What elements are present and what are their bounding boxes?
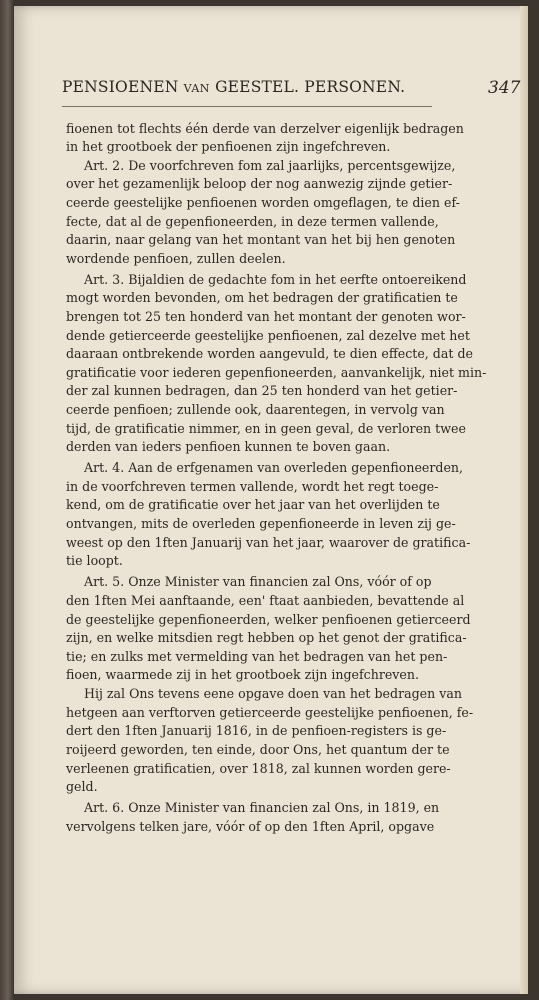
text-line: kend, om de gratificatie over het jaar van het overlijden te	[66, 497, 440, 512]
text-line: derden van ieders penfioen kunnen te boven gaan.	[66, 439, 391, 454]
text-line: den 1ften Mei aanftaande, een' ftaat aanbieden, bevattende al	[66, 593, 465, 608]
text-line: ceerde geestelijke penfioenen worden omgeflagen, te dien ef-	[66, 195, 460, 210]
text-line: vervolgens telken jare, vóór of op den 1ften April, opgave	[66, 819, 435, 834]
text-line: Art. 4. Aan de erfgenamen van overleden gepenfioneerden,	[84, 460, 464, 475]
text-line: over het gezamenlijk beloop der nog aanwezig zijnde getier-	[66, 176, 453, 191]
header-title-part1: PENSIOENEN	[62, 78, 179, 96]
running-header	[62, 78, 432, 104]
text-line: ceerde penfioen; zullende ook, daarentegen, in vervolg van	[66, 402, 445, 417]
text-line: fioen, waarmede zij in het grootboek zijn ingefchreven.	[66, 667, 419, 682]
text-line: in de voorfchreven termen vallende, wordt het regt toege-	[66, 479, 439, 494]
text-line: tie; en zulks met vermelding van het bedragen van het pen-	[66, 649, 448, 664]
header-title-part2: GEESTEL. PERSONEN.	[215, 78, 406, 96]
header-title-small: VAN	[183, 82, 210, 95]
text-line: zijn, en welke mitsdien regt hebben op het genot der gratifica-	[66, 630, 467, 645]
text-line: daaraan ontbrekende worden aangevuld, te dien effecte, dat de	[66, 346, 473, 361]
text-line: weest op den 1ften Januarij van het jaar, waarover de gratifica-	[66, 535, 471, 550]
text-line: Art. 2. De voorfchreven fom zal jaarlijks, percentsgewijze,	[84, 158, 456, 173]
text-line: ontvangen, mits de overleden gepenfioneerde in leven zij ge-	[66, 516, 456, 531]
text-line: Art. 3. Bijaldien de gedachte fom in het eerfte ontoereikend	[84, 272, 467, 287]
text-line: dende getierceerde geestelijke penfioenen, zal dezelve met het	[66, 328, 470, 343]
text-line: verleenen gratificatien, over 1818, zal kunnen worden gere-	[66, 761, 451, 776]
text-line: daarin, naar gelang van het montant van het bij hen genoten	[66, 232, 456, 247]
text-line: gratificatie voor iederen gepenfioneerden, aanvankelijk, niet min-	[66, 365, 487, 380]
text-line: brengen tot 25 ten honderd van het montant der genoten wor-	[66, 309, 466, 324]
text-line: fecte, dat al de gepenfioneerden, in deze termen vallende,	[66, 214, 439, 229]
text-line: in het grootboek der penfioenen zijn ingefchreven.	[66, 139, 391, 154]
text-line: tijd, de gratificatie nimmer, en in geen geval, de verloren twee	[66, 421, 466, 436]
page-number: 347	[488, 78, 521, 98]
page-edge	[520, 6, 528, 994]
text-line: fioenen tot flechts één derde van derzelver eigenlijk bedragen	[66, 121, 464, 136]
text-line: dert den 1ften Januarij 1816, in de penfioen-registers is ge-	[66, 723, 447, 738]
text-line: de geestelijke gepenfioneerden, welker penfioenen getierceerd	[66, 612, 471, 627]
text-line: geld.	[66, 779, 98, 794]
text-line: Hij zal Ons tevens eene opgave doen van het bedragen van	[84, 686, 462, 701]
text-line: roijeerd geworden, ten einde, door Ons, het quantum der te	[66, 742, 450, 757]
text-line: der zal kunnen bedragen, dan 25 ten honderd van het getier-	[66, 383, 458, 398]
text-line: Art. 5. Onze Minister van financien zal Ons, vóór of op	[84, 574, 432, 589]
text-line: hetgeen aan verftorven getierceerde geestelijke penfioenen, fe-	[66, 705, 474, 720]
text-line: wordende penfioen, zullen deelen.	[66, 251, 286, 266]
text-line: mogt worden bevonden, om het bedragen der gratificatien te	[66, 290, 458, 305]
text-line: tie loopt.	[66, 553, 123, 568]
text-line: Art. 6. Onze Minister van financien zal Ons, in 1819, en	[84, 800, 440, 815]
header-rule	[62, 106, 432, 107]
